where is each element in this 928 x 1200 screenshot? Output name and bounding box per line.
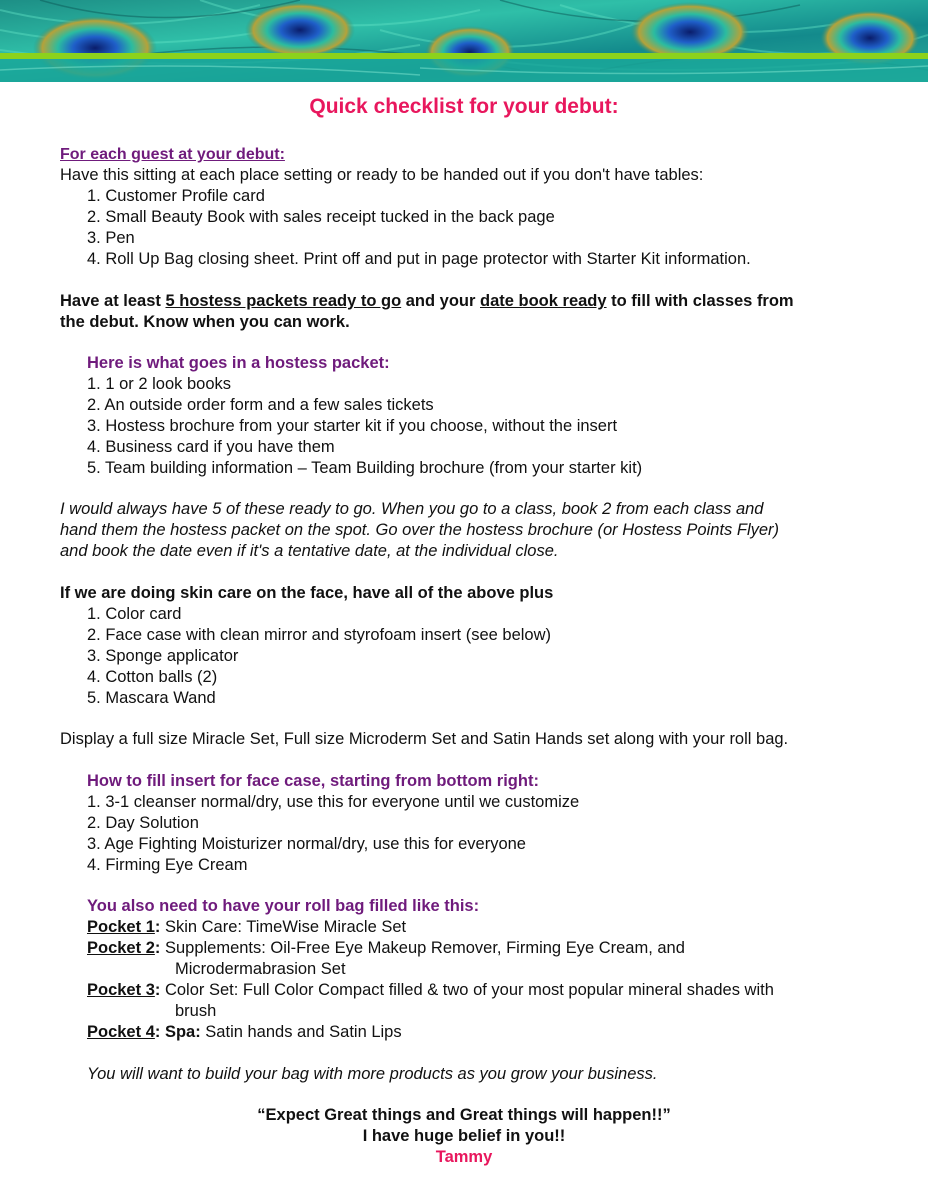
display-note: Display a full size Miracle Set, Full size Microderm Set and Satin Hands set along with your roll bag. — [60, 730, 789, 748]
list-item: 2. Small Beauty Book with sales receipt tucked in the back page — [87, 208, 555, 226]
list-item: 3. Hostess brochure from your starter kit if you choose, without the insert — [87, 417, 618, 435]
italic-note-line: I would always have 5 of these ready to go. When you go to a class, book 2 from each class and — [60, 500, 764, 518]
pocket-2: Pocket 2: Supplements: Oil-Free Eye Makeup Remover, Firming Eye Cream, and — [87, 939, 685, 957]
list-item: 4. Roll Up Bag closing sheet. Print off and put in page protector with Starter Kit information. — [87, 250, 751, 268]
peacock-feather-banner — [0, 0, 928, 82]
signature: Tammy — [435, 1148, 493, 1166]
list-item: 1. 1 or 2 look books — [87, 375, 232, 393]
date-book-emphasis: date book ready — [480, 292, 607, 310]
pocket-2-continued: Microdermabrasion Set — [175, 960, 346, 978]
list-item: 2. An outside order form and a few sales tickets — [87, 396, 434, 414]
pocket-1: Pocket 1: Skin Care: TimeWise Miracle Set — [87, 918, 407, 936]
packet-heading: Here is what goes in a hostess packet: — [87, 354, 390, 372]
insert-heading: How to fill insert for face case, starting from bottom right: — [87, 772, 539, 790]
skin-care-heading: If we are doing skin care on the face, have all of the above plus — [60, 584, 554, 602]
hostess-packets-note-line2: the debut. Know when you can work. — [60, 313, 350, 331]
guest-intro: Have this sitting at each place setting or ready to be handed out if you don't have tables: — [60, 166, 704, 184]
list-item: 3. Age Fighting Moisturizer normal/dry, use this for everyone — [87, 835, 526, 853]
roll-bag-note: You will want to build your bag with more products as you grow your business. — [87, 1065, 658, 1083]
closing-belief: I have huge belief in you!! — [362, 1127, 566, 1145]
closing-quote: “Expect Great things and Great things will happen!!” — [257, 1106, 671, 1124]
pocket-3: Pocket 3: Color Set: Full Color Compact filled & two of your most popular mineral shades with — [87, 981, 774, 999]
hostess-packets-note: Have at least 5 hostess packets ready to go and your date book ready to fill with classes from — [60, 292, 794, 310]
list-item: 4. Cotton balls (2) — [87, 668, 218, 686]
list-item: 5. Team building information – Team Building brochure (from your starter kit) — [87, 459, 643, 477]
list-item: 5. Mascara Wand — [87, 689, 216, 707]
list-item: 3. Pen — [87, 229, 135, 247]
list-item: 1. Color card — [87, 605, 182, 623]
list-item: 2. Face case with clean mirror and styrofoam insert (see below) — [87, 626, 552, 644]
italic-note-line: hand them the hostess packet on the spot. Go over the hostess brochure (or Hostess Points Flyer) — [60, 521, 780, 539]
page-title: Quick checklist for your debut: — [309, 95, 619, 118]
hostess-packets-emphasis: 5 hostess packets ready to go — [165, 292, 402, 310]
list-item: 3. Sponge applicator — [87, 647, 239, 665]
guest-heading: For each guest at your debut: — [60, 146, 285, 163]
list-item: 1. 3-1 cleanser normal/dry, use this for everyone until we customize — [87, 793, 580, 811]
list-item: 1. Customer Profile card — [87, 187, 265, 205]
list-item: 4. Firming Eye Cream — [87, 856, 248, 874]
list-item: 4. Business card if you have them — [87, 438, 335, 456]
italic-note-line: and book the date even if it's a tentative date, at the individual close. — [60, 542, 559, 560]
list-item: 2. Day Solution — [87, 814, 199, 832]
pocket-4: Pocket 4: Spa: Satin hands and Satin Lips — [87, 1023, 402, 1041]
roll-bag-heading: You also need to have your roll bag filled like this: — [87, 897, 480, 915]
pocket-3-continued: brush — [175, 1002, 217, 1020]
